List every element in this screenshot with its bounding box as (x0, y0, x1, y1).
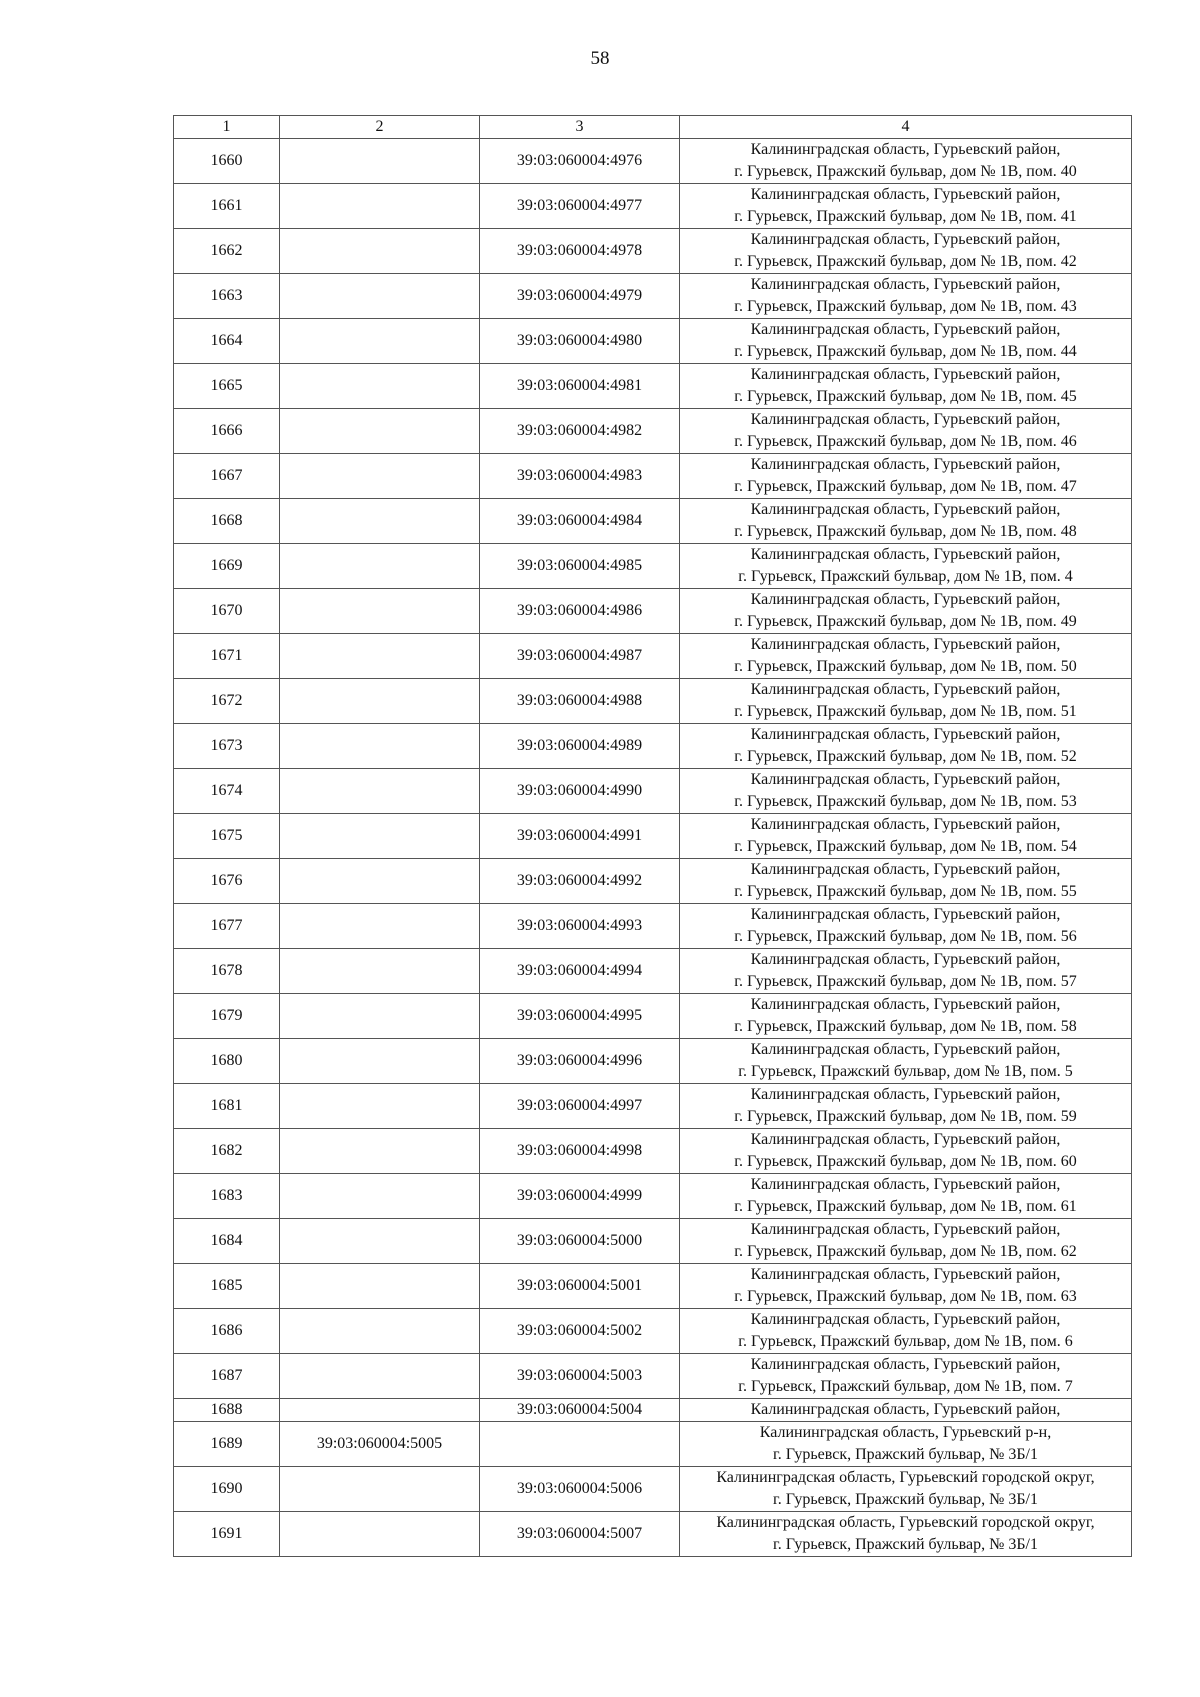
address-cell (680, 859, 1132, 904)
column-header-3: 3 (480, 116, 680, 139)
cadastral-number-cell: 39:03:060004:4991 (480, 814, 680, 859)
table-row (174, 1219, 1132, 1264)
address-line: Калининградская область, Гурьевский район, (750, 906, 1061, 923)
registry-table (173, 115, 1132, 1557)
column-2-cell (280, 499, 480, 544)
address-line: г. Гурьевск, Пражский бульвар, дом № 1В, пом. 51 (734, 703, 1077, 720)
column-2-cell (280, 364, 480, 409)
cadastral-number-cell: 39:03:060004:4999 (480, 1174, 680, 1219)
column-header-1: 1 (174, 116, 280, 139)
row-number-cell: 1660 (174, 139, 280, 184)
cadastral-number-cell: 39:03:060004:4978 (480, 229, 680, 274)
row-number-cell: 1674 (174, 769, 280, 814)
address-line: Калининградская область, Гурьевский район, (750, 321, 1061, 338)
row-number-cell: 1684 (174, 1219, 280, 1264)
column-2-cell (280, 1084, 480, 1129)
cadastral-number-cell: 39:03:060004:5006 (480, 1467, 680, 1512)
cadastral-number-cell: 39:03:060004:4988 (480, 679, 680, 724)
column-2-cell (280, 1264, 480, 1309)
address-line: г. Гурьевск, Пражский бульвар, дом № 1В, пом. 43 (734, 298, 1077, 315)
address-line: Калининградская область, Гурьевский район, (750, 1086, 1061, 1103)
table-row (174, 724, 1132, 769)
column-2-cell (280, 319, 480, 364)
address-cell (680, 679, 1132, 724)
address-line: г. Гурьевск, Пражский бульвар, дом № 1В, пом. 57 (734, 973, 1077, 990)
column-2-cell (280, 1399, 480, 1422)
address-line: Калининградская область, Гурьевский район, (750, 501, 1061, 518)
cadastral-number-cell: 39:03:060004:4989 (480, 724, 680, 769)
row-number-cell: 1691 (174, 1512, 280, 1557)
table-row (174, 1129, 1132, 1174)
row-number-cell: 1664 (174, 319, 280, 364)
row-number-cell: 1672 (174, 679, 280, 724)
address-line: г. Гурьевск, Пражский бульвар, дом № 1В, пом. 61 (734, 1198, 1077, 1215)
column-2-cell (280, 634, 480, 679)
cadastral-number-cell: 39:03:060004:4985 (480, 544, 680, 589)
address-line: г. Гурьевск, Пражский бульвар, дом № 1В, пом. 58 (734, 1018, 1077, 1035)
address-line: Калининградская область, Гурьевский район, (750, 1266, 1061, 1283)
row-number-cell: 1683 (174, 1174, 280, 1219)
column-2-cell (280, 1129, 480, 1174)
cadastral-number-cell: 39:03:060004:4986 (480, 589, 680, 634)
row-number-cell: 1663 (174, 274, 280, 319)
column-2-cell: 39:03:060004:5005 (280, 1422, 480, 1467)
address-line: Калининградская область, Гурьевский район, (750, 996, 1061, 1013)
address-line: Калининградская область, Гурьевский район, (750, 1311, 1061, 1328)
cadastral-number-cell: 39:03:060004:4982 (480, 409, 680, 454)
address-cell (680, 589, 1132, 634)
address-line: Калининградская область, Гурьевский район, (750, 1176, 1061, 1193)
cadastral-number-cell: 39:03:060004:5007 (480, 1512, 680, 1557)
column-header-2: 2 (280, 116, 480, 139)
row-number-cell: 1667 (174, 454, 280, 499)
cadastral-number-cell: 39:03:060004:4987 (480, 634, 680, 679)
address-cell (680, 319, 1132, 364)
address-cell (680, 1084, 1132, 1129)
table-body (174, 139, 1132, 1557)
address-line: Калининградская область, Гурьевский район, (750, 951, 1061, 968)
column-2-cell (280, 949, 480, 994)
address-line: г. Гурьевск, Пражский бульвар, дом № 1В, пом. 49 (734, 613, 1077, 630)
address-line: Калининградская область, Гурьевский район, (750, 771, 1061, 788)
table-row (174, 364, 1132, 409)
address-line: Калининградская область, Гурьевский район, (750, 546, 1061, 563)
cadastral-number-cell: 39:03:060004:4996 (480, 1039, 680, 1084)
row-number-cell: 1689 (174, 1422, 280, 1467)
address-line: г. Гурьевск, Пражский бульвар, дом № 1В, пом. 46 (734, 433, 1077, 450)
address-line: г. Гурьевск, Пражский бульвар, дом № 1В, пом. 45 (734, 388, 1077, 405)
address-line: Калининградская область, Гурьевский район, (750, 681, 1061, 698)
column-2-cell (280, 454, 480, 499)
address-line: Калининградская область, Гурьевский район, (750, 1356, 1061, 1373)
row-number-cell: 1673 (174, 724, 280, 769)
address-cell (680, 139, 1132, 184)
column-2-cell (280, 229, 480, 274)
column-2-cell (280, 904, 480, 949)
column-2-cell (280, 1174, 480, 1219)
table-row (174, 1399, 1132, 1422)
table-row (174, 454, 1132, 499)
address-line: г. Гурьевск, Пражский бульвар, дом № 1В, пом. 47 (734, 478, 1077, 495)
row-number-cell: 1682 (174, 1129, 280, 1174)
address-cell (680, 184, 1132, 229)
table-row (174, 274, 1132, 319)
cadastral-number-cell: 39:03:060004:5004 (480, 1399, 680, 1422)
address-cell (680, 1309, 1132, 1354)
row-number-cell: 1669 (174, 544, 280, 589)
column-2-cell (280, 769, 480, 814)
address-cell (680, 1264, 1132, 1309)
column-header-4: 4 (680, 116, 1132, 139)
address-cell (680, 1422, 1132, 1467)
address-line: г. Гурьевск, Пражский бульвар, дом № 1В, пом. 55 (734, 883, 1077, 900)
column-2-cell (280, 1467, 480, 1512)
column-2-cell (280, 1512, 480, 1557)
header-row (174, 116, 1132, 139)
column-2-cell (280, 409, 480, 454)
address-line: Калининградская область, Гурьевский район, (750, 276, 1061, 293)
row-number-cell: 1687 (174, 1354, 280, 1399)
address-cell (680, 499, 1132, 544)
address-cell (680, 724, 1132, 769)
address-line: г. Гурьевск, Пражский бульвар, № 3Б/1 (772, 1446, 1038, 1463)
address-line: г. Гурьевск, Пражский бульвар, дом № 1В, пом. 42 (734, 253, 1077, 270)
address-cell (680, 544, 1132, 589)
address-line: г. Гурьевск, Пражский бульвар, дом № 1В, пом. 7 (738, 1378, 1073, 1395)
address-cell (680, 1512, 1132, 1557)
row-number-cell: 1671 (174, 634, 280, 679)
address-cell (680, 1219, 1132, 1264)
column-2-cell (280, 814, 480, 859)
address-line: г. Гурьевск, Пражский бульвар, дом № 1В, пом. 54 (734, 838, 1077, 855)
cadastral-number-cell: 39:03:060004:4981 (480, 364, 680, 409)
column-2-cell (280, 184, 480, 229)
table-row (174, 949, 1132, 994)
table-row (174, 1467, 1132, 1512)
row-number-cell: 1662 (174, 229, 280, 274)
address-line: Калининградская область, Гурьевский район, (750, 411, 1061, 428)
address-cell (680, 814, 1132, 859)
column-2-cell (280, 544, 480, 589)
row-number-cell: 1688 (174, 1399, 280, 1422)
address-cell (680, 454, 1132, 499)
table-row (174, 544, 1132, 589)
row-number-cell: 1679 (174, 994, 280, 1039)
address-line: г. Гурьевск, Пражский бульвар, дом № 1В, пом. 40 (734, 163, 1077, 180)
cadastral-number-cell: 39:03:060004:5001 (480, 1264, 680, 1309)
address-line: Калининградская область, Гурьевский район, (750, 861, 1061, 878)
address-cell (680, 634, 1132, 679)
row-number-cell: 1677 (174, 904, 280, 949)
address-line: Калининградская область, Гурьевский район, (750, 591, 1061, 608)
cadastral-number-cell: 39:03:060004:4979 (480, 274, 680, 319)
table-row (174, 1354, 1132, 1399)
address-line: г. Гурьевск, Пражский бульвар, дом № 1В, пом. 52 (734, 748, 1077, 765)
table-row (174, 319, 1132, 364)
cadastral-number-cell: 39:03:060004:4977 (480, 184, 680, 229)
cadastral-number-cell: 39:03:060004:4990 (480, 769, 680, 814)
address-line: Калининградская область, Гурьевский район, (750, 366, 1061, 383)
row-number-cell: 1675 (174, 814, 280, 859)
address-line: Калининградская область, Гурьевский район, (750, 1131, 1061, 1148)
address-line: г. Гурьевск, Пражский бульвар, дом № 1В, пом. 63 (734, 1288, 1077, 1305)
table-row (174, 859, 1132, 904)
address-line: Калининградская область, Гурьевский район, (750, 636, 1061, 653)
table-row (174, 184, 1132, 229)
row-number-cell: 1686 (174, 1309, 280, 1354)
address-line: г. Гурьевск, Пражский бульвар, дом № 1В, пом. 50 (734, 658, 1077, 675)
cadastral-number-cell: 39:03:060004:4983 (480, 454, 680, 499)
address-line: Калининградская область, Гурьевский район, (750, 726, 1061, 743)
cadastral-number-cell: 39:03:060004:5002 (480, 1309, 680, 1354)
row-number-cell: 1661 (174, 184, 280, 229)
address-line: г. Гурьевск, Пражский бульвар, дом № 1В, пом. 6 (738, 1333, 1073, 1350)
row-number-cell: 1676 (174, 859, 280, 904)
address-line: г. Гурьевск, Пражский бульвар, дом № 1В, пом. 60 (734, 1153, 1077, 1170)
table-row (174, 1309, 1132, 1354)
row-number-cell: 1668 (174, 499, 280, 544)
address-line: Калининградская область, Гурьевский район, (750, 1041, 1061, 1058)
column-2-cell (280, 1039, 480, 1084)
address-line: г. Гурьевск, Пражский бульвар, дом № 1В, пом. 53 (734, 793, 1077, 810)
table-row (174, 229, 1132, 274)
address-cell (680, 409, 1132, 454)
table-row (174, 1084, 1132, 1129)
table-row (174, 499, 1132, 544)
cadastral-number-cell: 39:03:060004:4995 (480, 994, 680, 1039)
table-row (174, 139, 1132, 184)
address-line: Калининградская область, Гурьевский городской округ, (716, 1514, 1095, 1531)
row-number-cell: 1680 (174, 1039, 280, 1084)
address-line: г. Гурьевск, Пражский бульвар, № 3Б/1 (772, 1536, 1038, 1553)
address-line: г. Гурьевск, Пражский бульвар, дом № 1В, пом. 59 (734, 1108, 1077, 1125)
address-line: г. Гурьевск, Пражский бульвар, дом № 1В, пом. 48 (734, 523, 1077, 540)
address-cell (680, 1174, 1132, 1219)
column-2-cell (280, 589, 480, 634)
address-cell (680, 949, 1132, 994)
address-line: Калининградская область, Гурьевский городской округ, (716, 1469, 1095, 1486)
table-row (174, 1422, 1132, 1467)
cadastral-number-cell: 39:03:060004:4998 (480, 1129, 680, 1174)
cadastral-number-cell: 39:03:060004:4992 (480, 859, 680, 904)
cadastral-number-cell: 39:03:060004:4984 (480, 499, 680, 544)
table-row (174, 1264, 1132, 1309)
column-2-cell (280, 1219, 480, 1264)
column-2-cell (280, 139, 480, 184)
table-row (174, 1174, 1132, 1219)
address-line: г. Гурьевск, Пражский бульвар, дом № 1В, пом. 5 (738, 1063, 1073, 1080)
page-number: 58 (590, 48, 610, 69)
address-cell (680, 1039, 1132, 1084)
column-2-cell (280, 1354, 480, 1399)
cadastral-number-cell: 39:03:060004:5003 (480, 1354, 680, 1399)
address-cell (680, 1129, 1132, 1174)
address-line: Калининградская область, Гурьевский район, (750, 231, 1061, 248)
cadastral-number-cell: 39:03:060004:4997 (480, 1084, 680, 1129)
table-row (174, 409, 1132, 454)
address-line: Калининградская область, Гурьевский район, (750, 141, 1061, 158)
address-cell (680, 274, 1132, 319)
table-row (174, 679, 1132, 724)
cadastral-number-cell (480, 1422, 680, 1467)
address-line: Калининградская область, Гурьевский район, (750, 186, 1061, 203)
address-cell (680, 994, 1132, 1039)
address-cell (680, 229, 1132, 274)
cadastral-number-cell: 39:03:060004:4993 (480, 904, 680, 949)
row-number-cell: 1665 (174, 364, 280, 409)
address-cell (680, 1399, 1132, 1422)
address-line: Калининградская область, Гурьевский район, (750, 1401, 1061, 1418)
address-line: г. Гурьевск, Пражский бульвар, № 3Б/1 (772, 1491, 1038, 1508)
address-cell (680, 364, 1132, 409)
address-cell (680, 904, 1132, 949)
cadastral-number-cell: 39:03:060004:5000 (480, 1219, 680, 1264)
row-number-cell: 1690 (174, 1467, 280, 1512)
table-row (174, 904, 1132, 949)
address-line: г. Гурьевск, Пражский бульвар, дом № 1В, пом. 44 (734, 343, 1077, 360)
table-row (174, 994, 1132, 1039)
cadastral-number-cell: 39:03:060004:4994 (480, 949, 680, 994)
address-cell (680, 1467, 1132, 1512)
column-2-cell (280, 274, 480, 319)
table-row (174, 769, 1132, 814)
cadastral-number-cell: 39:03:060004:4980 (480, 319, 680, 364)
cadastral-number-cell: 39:03:060004:4976 (480, 139, 680, 184)
column-2-cell (280, 994, 480, 1039)
column-2-cell (280, 1309, 480, 1354)
address-cell (680, 1354, 1132, 1399)
address-line: г. Гурьевск, Пражский бульвар, дом № 1В, пом. 62 (734, 1243, 1077, 1260)
address-line: Калининградская область, Гурьевский район, (750, 816, 1061, 833)
column-2-cell (280, 679, 480, 724)
address-line: Калининградская область, Гурьевский район, (750, 456, 1061, 473)
address-line: Калининградская область, Гурьевский район, (750, 1221, 1061, 1238)
table-row (174, 1512, 1132, 1557)
column-2-cell (280, 724, 480, 769)
column-2-cell (280, 859, 480, 904)
table-header (174, 116, 1132, 139)
address-cell (680, 769, 1132, 814)
address-line: Калининградская область, Гурьевский р-н, (759, 1424, 1052, 1441)
table-row (174, 1039, 1132, 1084)
row-number-cell: 1670 (174, 589, 280, 634)
table-row (174, 589, 1132, 634)
row-number-cell: 1678 (174, 949, 280, 994)
row-number-cell: 1681 (174, 1084, 280, 1129)
row-number-cell: 1685 (174, 1264, 280, 1309)
address-line: г. Гурьевск, Пражский бульвар, дом № 1В, пом. 41 (734, 208, 1077, 225)
row-number-cell: 1666 (174, 409, 280, 454)
table-row (174, 634, 1132, 679)
table-row (174, 814, 1132, 859)
address-line: г. Гурьевск, Пражский бульвар, дом № 1В, пом. 56 (734, 928, 1077, 945)
address-line: г. Гурьевск, Пражский бульвар, дом № 1В, пом. 4 (738, 568, 1073, 585)
